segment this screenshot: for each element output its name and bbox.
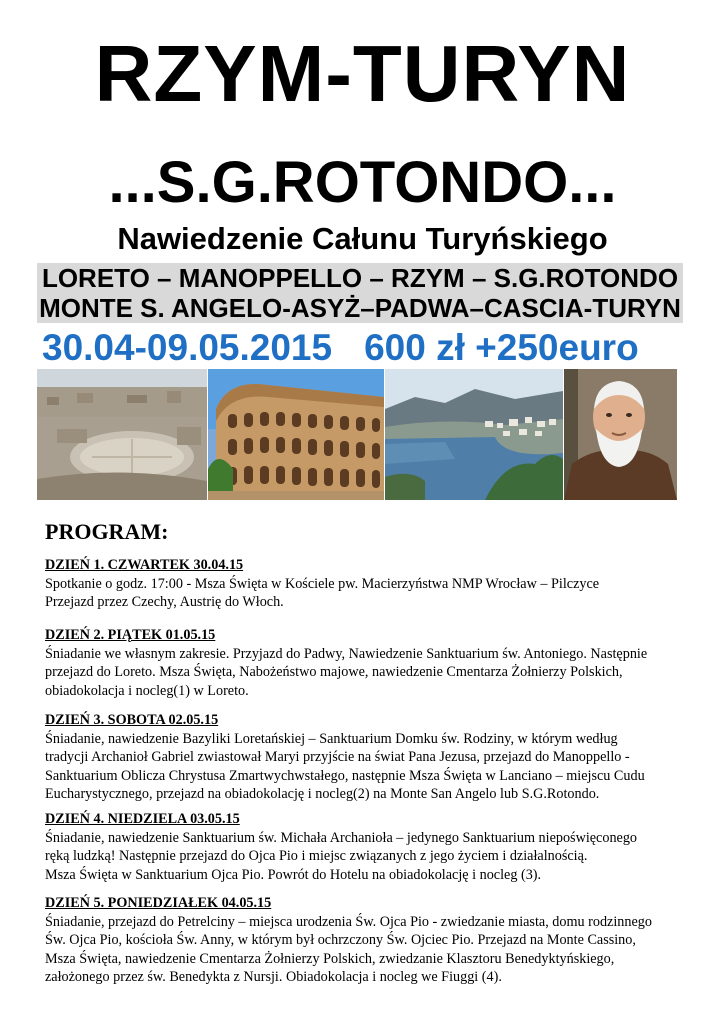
day-3 (45, 711, 685, 804)
route-line-2: MONTE S. ANGELO-ASYŻ–PADWA–CASCIA-TURYN (39, 293, 681, 323)
day-2 (45, 626, 685, 700)
trip-price: 600 zł +250euro (364, 327, 639, 368)
main-title: RZYM-TURYN (94, 29, 631, 118)
day-2-line-3: obiadokolacja i nocleg(1) w Loreto. (45, 682, 249, 699)
day-5-line-3: Msza Święta, nawiedzenie Cmentarza Żołnierzy Polskich, zwiedzanie Klasztoru Benedyktyńskiego, (45, 950, 615, 967)
day-3-line-2: tradycji Archanioł Gabriel zwiastował Maryi przyjście na świat Pana Jezusa, przejazd do Manoppello - (45, 749, 630, 766)
day-1-line-2: Przejazd przez Czechy, Austrię do Włoch. (45, 594, 284, 611)
day-3-title: DZIEŃ 3. SOBOTA 02.05.15 (45, 712, 219, 728)
day-5-title: DZIEŃ 5. PONIEDZIAŁEK 04.05.15 (45, 895, 272, 911)
day-4-line-3: Msza Święta w Sanktuarium Ojca Pio. Powrót do Hotelu na obiadokolację i nocleg (3). (45, 866, 542, 883)
tagline: Nawiedzenie Całunu Turyńskiego (117, 221, 608, 256)
coastal-town-photo (385, 369, 563, 500)
padre-pio-portrait-icon (564, 369, 677, 500)
day-1 (45, 556, 685, 612)
route-line-1: LORETO – MANOPPELLO – RZYM – S.G.ROTONDO (41, 263, 679, 293)
day-3-line-3: Sanktuarium Oblicza Chrystusa Zmartwychwstałego, następnie Msza Święta w Lanciano – miejscu Cudu (45, 767, 645, 784)
st-peters-square-aerial-icon (37, 369, 207, 500)
program-heading: PROGRAM: (45, 519, 169, 544)
day-4-line-2: ręką ludzką! Następnie przejazd do Ojca Pio i miejsc związanych z jego życiem i działalnością. (45, 848, 588, 865)
day-5-line-2: Św. Ojca Pio, kościoła Św. Anny, w którym był ochrzczony Św. Ojciec Pio. Przejazd na Monte Cassino, (45, 932, 636, 949)
coastal-town-harbor-icon (385, 369, 563, 500)
day-4 (45, 810, 685, 884)
colosseum-icon (208, 369, 384, 500)
day-3-line-4: Eucharystycznego, przejazd na obiadokolację i nocleg(2) na Monte San Angelo lub S.G.Rotondo. (45, 786, 600, 803)
st-peters-square-photo (37, 369, 207, 500)
colosseum-photo (208, 369, 384, 500)
day-5-line-1: Śniadanie, przejazd do Petrelciny – miejsca urodzenia Św. Ojca Pio - zwiedzanie miasta, domu rodzinnego (45, 913, 652, 930)
padre-pio-photo (564, 369, 677, 500)
day-2-line-2: przejazd do Loreto. Msza Święta, Nabożeństwo majowe, nawiedzenie Cmentarza Żołnierzy Polskich, (45, 664, 623, 681)
route-banner (37, 263, 683, 323)
day-4-line-1: Śniadanie, nawiedzenie Sanktuarium św. Michała Archanioła – jedynego Sanktuarium niepoświęconego (45, 829, 638, 846)
day-2-title: DZIEŃ 2. PIĄTEK 01.05.15 (45, 627, 216, 643)
offer-line (42, 326, 702, 370)
day-2-line-1: Śniadanie we własnym zakresie. Przyjazd do Padwy, Nawiedzenie Sanktuarium św. Antoniego. Następnie (45, 645, 648, 662)
photo-strip (37, 369, 677, 500)
day-1-line-1: Spotkanie o godz. 17:00 - Msza Święta w Kościele pw. Macierzyństwa NMP Wrocław – Pilczyce (45, 575, 600, 592)
secondary-title: ...S.G.ROTONDO... (108, 150, 617, 215)
trip-dates: 30.04-09.05.2015 (42, 327, 333, 368)
day-3-line-1: Śniadanie, nawiedzenie Bazyliki Loretańskiej – Sanktuarium Domku św. Rodziny, w którym według (45, 730, 618, 747)
day-1-title: DZIEŃ 1. CZWARTEK 30.04.15 (45, 557, 244, 573)
day-5-line-4: założonego przez św. Benedykta z Nursji. Obiadokolacja i nocleg we Fiuggi (4). (45, 969, 502, 986)
day-5 (45, 894, 685, 987)
day-4-title: DZIEŃ 4. NIEDZIELA 03.05.15 (45, 811, 240, 827)
